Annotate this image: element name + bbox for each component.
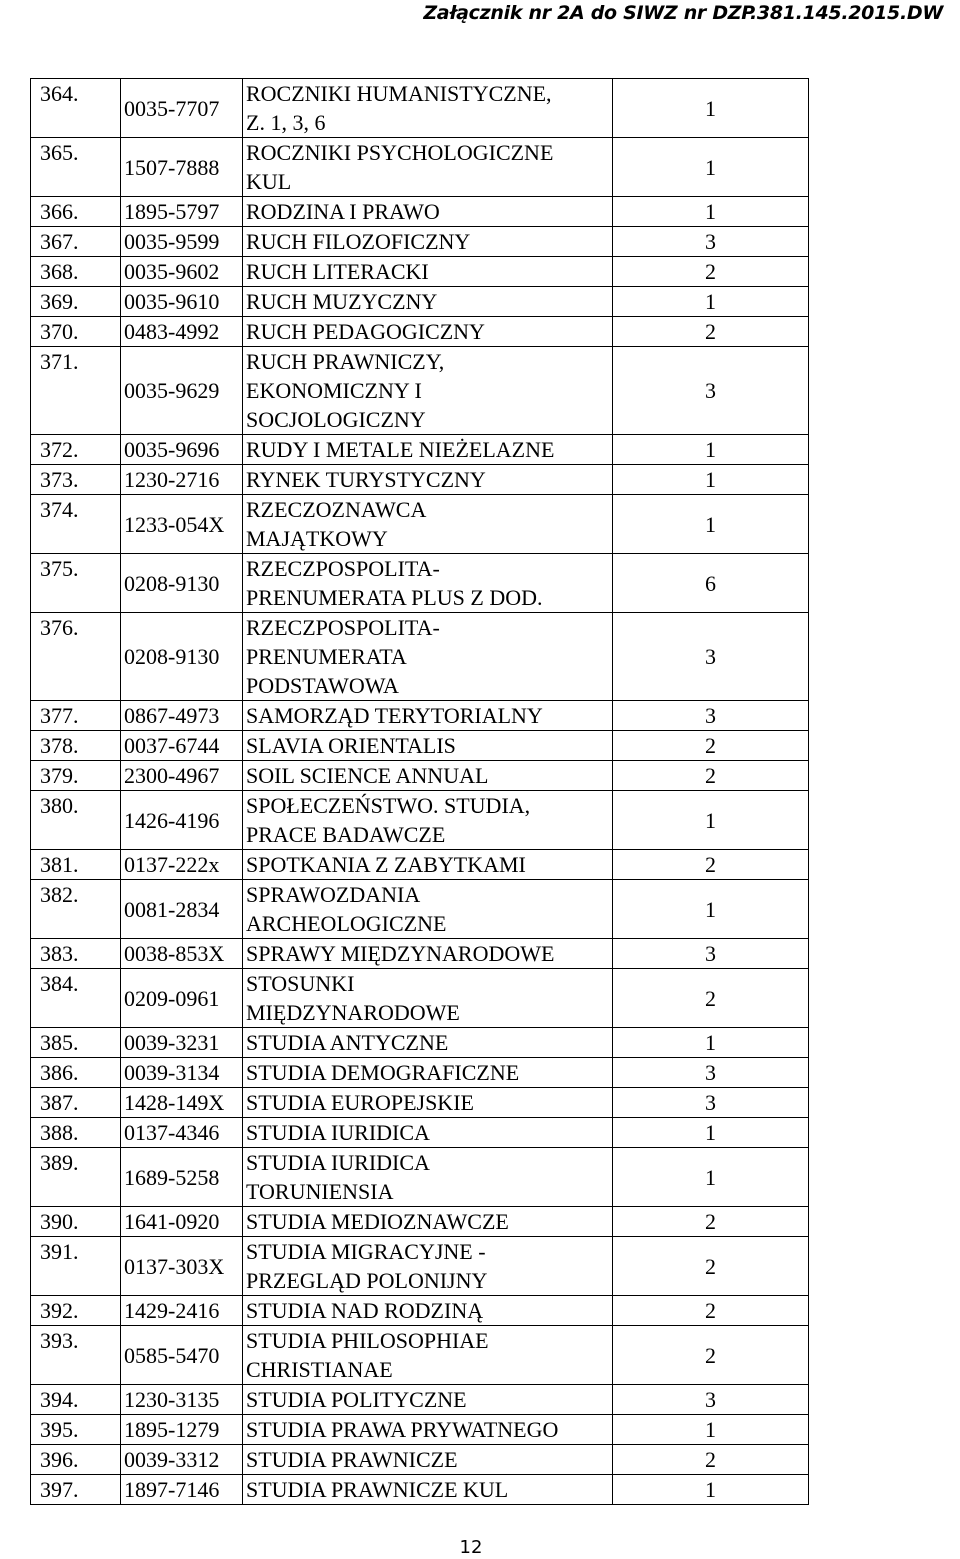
issn-cell: 1897-7146 <box>121 1475 243 1505</box>
issn-cell: 0035-7707 <box>121 79 243 138</box>
row-number: 373. <box>31 465 121 495</box>
title-line: STUDIA ANTYCZNE <box>246 1030 449 1055</box>
quantity-cell: 1 <box>613 1475 809 1505</box>
issn-cell: 0039-3134 <box>121 1058 243 1088</box>
title-line: STUDIA PRAWNICZE <box>246 1447 458 1472</box>
periodicals-table <box>30 78 839 1505</box>
row-number: 369. <box>31 287 121 317</box>
table-row <box>31 287 839 317</box>
title-cell <box>243 613 613 701</box>
title-cell <box>243 761 613 791</box>
title-line: SAMORZĄD TERYTORIALNY <box>246 703 543 728</box>
issn-cell: 0035-9629 <box>121 347 243 435</box>
title-cell <box>243 880 613 939</box>
quantity-cell: 2 <box>613 969 809 1028</box>
table-row <box>31 227 839 257</box>
empty-cell <box>809 287 839 317</box>
issn-cell: 1895-5797 <box>121 197 243 227</box>
empty-cell <box>809 317 839 347</box>
title-line: SPRAWY MIĘDZYNARODOWE <box>246 941 555 966</box>
empty-cell <box>809 791 839 850</box>
table-row <box>31 347 839 435</box>
issn-cell: 1429-2416 <box>121 1296 243 1326</box>
quantity-cell: 2 <box>613 317 809 347</box>
quantity-cell: 6 <box>613 554 809 613</box>
title-cell <box>243 465 613 495</box>
table-row <box>31 880 839 939</box>
empty-cell <box>809 1148 839 1207</box>
title-line: MAJĄTKOWY <box>246 526 388 551</box>
quantity-cell: 3 <box>613 347 809 435</box>
empty-cell <box>809 731 839 761</box>
title-cell <box>243 317 613 347</box>
empty-cell <box>809 435 839 465</box>
quantity-cell: 2 <box>613 1445 809 1475</box>
title-cell <box>243 1148 613 1207</box>
quantity-cell: 3 <box>613 939 809 969</box>
row-number: 391. <box>31 1237 121 1296</box>
empty-cell <box>809 1118 839 1148</box>
issn-cell: 0208-9130 <box>121 613 243 701</box>
table-row <box>31 465 839 495</box>
title-line: RUDY I METALE NIEŻELAZNE <box>246 437 555 462</box>
quantity-cell: 1 <box>613 287 809 317</box>
issn-cell: 1895-1279 <box>121 1415 243 1445</box>
table-row <box>31 1296 839 1326</box>
title-line: TORUNIENSIA <box>246 1179 394 1204</box>
title-cell <box>243 1415 613 1445</box>
quantity-cell: 1 <box>613 880 809 939</box>
issn-cell: 0039-3231 <box>121 1028 243 1058</box>
issn-cell: 0208-9130 <box>121 554 243 613</box>
quantity-cell: 1 <box>613 1118 809 1148</box>
issn-cell: 1507-7888 <box>121 138 243 197</box>
row-number: 384. <box>31 969 121 1028</box>
title-line: Z. 1, 3, 6 <box>246 110 326 135</box>
title-cell <box>243 1326 613 1385</box>
row-number: 374. <box>31 495 121 554</box>
row-number: 397. <box>31 1475 121 1505</box>
row-number: 380. <box>31 791 121 850</box>
row-number: 386. <box>31 1058 121 1088</box>
title-line: RODZINA I PRAWO <box>246 199 440 224</box>
title-line: RUCH LITERACKI <box>246 259 429 284</box>
title-line: PRZEGLĄD POLONIJNY <box>246 1268 488 1293</box>
page-number: 12 <box>459 1537 483 1558</box>
row-number: 364. <box>31 79 121 138</box>
row-number: 367. <box>31 227 121 257</box>
empty-cell <box>809 613 839 701</box>
title-line: SPRAWOZDANIA <box>246 882 421 907</box>
empty-cell <box>809 1445 839 1475</box>
quantity-cell: 1 <box>613 495 809 554</box>
quantity-cell: 1 <box>613 1415 809 1445</box>
table-row <box>31 197 839 227</box>
title-cell <box>243 197 613 227</box>
quantity-cell: 3 <box>613 1058 809 1088</box>
row-number: 382. <box>31 880 121 939</box>
issn-cell: 1230-3135 <box>121 1385 243 1415</box>
quantity-cell: 1 <box>613 138 809 197</box>
empty-cell <box>809 969 839 1028</box>
title-line: STUDIA DEMOGRAFICZNE <box>246 1060 520 1085</box>
table-row <box>31 701 839 731</box>
title-line: RZECZOZNAWCA <box>246 497 427 522</box>
title-cell <box>243 1028 613 1058</box>
title-line: STUDIA IURIDICA <box>246 1150 430 1175</box>
title-line: MIĘDZYNARODOWE <box>246 1000 460 1025</box>
empty-cell <box>809 850 839 880</box>
empty-cell <box>809 197 839 227</box>
table-row <box>31 1118 839 1148</box>
issn-cell: 0081-2834 <box>121 880 243 939</box>
row-number: 371. <box>31 347 121 435</box>
empty-cell <box>809 1028 839 1058</box>
periodicals-table-body <box>31 79 839 1505</box>
title-line: STOSUNKI <box>246 971 355 996</box>
title-line: SPOTKANIA Z ZABYTKAMI <box>246 852 526 877</box>
title-cell <box>243 1058 613 1088</box>
row-number: 389. <box>31 1148 121 1207</box>
table-row <box>31 791 839 850</box>
title-cell <box>243 939 613 969</box>
empty-cell <box>809 761 839 791</box>
quantity-cell: 3 <box>613 1385 809 1415</box>
row-number: 388. <box>31 1118 121 1148</box>
row-number: 365. <box>31 138 121 197</box>
title-line: STUDIA POLITYCZNE <box>246 1387 467 1412</box>
empty-cell <box>809 1385 839 1415</box>
table-row <box>31 257 839 287</box>
issn-cell: 0137-222x <box>121 850 243 880</box>
title-cell <box>243 495 613 554</box>
title-cell <box>243 1385 613 1415</box>
quantity-cell: 3 <box>613 701 809 731</box>
row-number: 394. <box>31 1385 121 1415</box>
quantity-cell: 1 <box>613 197 809 227</box>
table-row <box>31 761 839 791</box>
title-cell <box>243 701 613 731</box>
empty-cell <box>809 257 839 287</box>
document-header: Załącznik nr 2A do SIWZ nr DZP.381.145.2015.DW <box>423 2 943 24</box>
issn-cell: 2300-4967 <box>121 761 243 791</box>
title-cell <box>243 79 613 138</box>
title-line: PRACE BADAWCZE <box>246 822 446 847</box>
title-line: STUDIA EUROPEJSKIE <box>246 1090 474 1115</box>
empty-cell <box>809 1326 839 1385</box>
title-line: RUCH FILOZOFICZNY <box>246 229 471 254</box>
title-line: EKONOMICZNY I <box>246 378 422 403</box>
title-cell <box>243 1118 613 1148</box>
title-line: RUCH PEDAGOGICZNY <box>246 319 485 344</box>
title-line: RZECZPOSPOLITA- <box>246 556 440 581</box>
issn-cell: 0037-6744 <box>121 731 243 761</box>
issn-cell: 1230-2716 <box>121 465 243 495</box>
title-line: STUDIA PHILOSOPHIAE <box>246 1328 489 1353</box>
quantity-cell: 3 <box>613 613 809 701</box>
empty-cell <box>809 939 839 969</box>
empty-cell <box>809 79 839 138</box>
issn-cell: 0209-0961 <box>121 969 243 1028</box>
row-number: 370. <box>31 317 121 347</box>
issn-cell: 1689-5258 <box>121 1148 243 1207</box>
quantity-cell: 2 <box>613 761 809 791</box>
title-line: PRENUMERATA <box>246 644 407 669</box>
quantity-cell: 2 <box>613 731 809 761</box>
title-cell <box>243 1445 613 1475</box>
table-row <box>31 79 839 138</box>
row-number: 383. <box>31 939 121 969</box>
issn-cell: 1426-4196 <box>121 791 243 850</box>
empty-cell <box>809 227 839 257</box>
title-line: ARCHEOLOGICZNE <box>246 911 447 936</box>
quantity-cell: 2 <box>613 257 809 287</box>
table-row <box>31 138 839 197</box>
issn-cell: 0038-853X <box>121 939 243 969</box>
issn-cell: 0137-4346 <box>121 1118 243 1148</box>
quantity-cell: 2 <box>613 1207 809 1237</box>
quantity-cell: 1 <box>613 791 809 850</box>
row-number: 375. <box>31 554 121 613</box>
table-row <box>31 1237 839 1296</box>
title-line: PRENUMERATA PLUS Z DOD. <box>246 585 543 610</box>
row-number: 368. <box>31 257 121 287</box>
table-row <box>31 1207 839 1237</box>
empty-cell <box>809 1296 839 1326</box>
table-row <box>31 850 839 880</box>
table-row <box>31 969 839 1028</box>
quantity-cell: 1 <box>613 1148 809 1207</box>
issn-cell: 0035-9602 <box>121 257 243 287</box>
table-row <box>31 435 839 465</box>
table-row <box>31 317 839 347</box>
title-cell <box>243 731 613 761</box>
title-line: STUDIA MIGRACYJNE - <box>246 1239 486 1264</box>
title-cell <box>243 554 613 613</box>
title-line: STUDIA NAD RODZINĄ <box>246 1298 484 1323</box>
title-cell <box>243 435 613 465</box>
title-line: SLAVIA ORIENTALIS <box>246 733 456 758</box>
title-cell <box>243 257 613 287</box>
title-cell <box>243 969 613 1028</box>
title-line: STUDIA MEDIOZNAWCZE <box>246 1209 509 1234</box>
quantity-cell: 2 <box>613 850 809 880</box>
title-line: ROCZNIKI PSYCHOLOGICZNE <box>246 140 554 165</box>
row-number: 372. <box>31 435 121 465</box>
row-number: 387. <box>31 1088 121 1118</box>
issn-cell: 0035-9696 <box>121 435 243 465</box>
issn-cell: 1233-054X <box>121 495 243 554</box>
quantity-cell: 2 <box>613 1237 809 1296</box>
issn-cell: 0035-9610 <box>121 287 243 317</box>
title-cell <box>243 1207 613 1237</box>
empty-cell <box>809 465 839 495</box>
title-line: STUDIA PRAWNICZE KUL <box>246 1477 509 1502</box>
title-cell <box>243 138 613 197</box>
table-row <box>31 1475 839 1505</box>
empty-cell <box>809 701 839 731</box>
quantity-cell: 3 <box>613 227 809 257</box>
issn-cell: 0483-4992 <box>121 317 243 347</box>
title-line: SOCJOLOGICZNY <box>246 407 426 432</box>
title-cell <box>243 347 613 435</box>
title-line: RYNEK TURYSTYCZNY <box>246 467 486 492</box>
title-cell <box>243 1088 613 1118</box>
empty-cell <box>809 1058 839 1088</box>
row-number: 376. <box>31 613 121 701</box>
table-row <box>31 1058 839 1088</box>
issn-cell: 0867-4973 <box>121 701 243 731</box>
table-row <box>31 1385 839 1415</box>
title-line: STUDIA PRAWA PRYWATNEGO <box>246 1417 559 1442</box>
empty-cell <box>809 1237 839 1296</box>
table-row <box>31 495 839 554</box>
empty-cell <box>809 1475 839 1505</box>
table-row <box>31 1148 839 1207</box>
empty-cell <box>809 138 839 197</box>
issn-cell: 1428-149X <box>121 1088 243 1118</box>
title-line: PODSTAWOWA <box>246 673 399 698</box>
title-line: ROCZNIKI HUMANISTYCZNE, <box>246 81 552 106</box>
title-line: SPOŁECZEŃSTWO. STUDIA, <box>246 793 531 818</box>
table-row <box>31 613 839 701</box>
title-line: SOIL SCIENCE ANNUAL <box>246 763 489 788</box>
empty-cell <box>809 1415 839 1445</box>
quantity-cell: 2 <box>613 1296 809 1326</box>
title-line: RUCH MUZYCZNY <box>246 289 438 314</box>
empty-cell <box>809 1088 839 1118</box>
quantity-cell: 3 <box>613 1088 809 1118</box>
title-cell <box>243 1475 613 1505</box>
row-number: 392. <box>31 1296 121 1326</box>
empty-cell <box>809 554 839 613</box>
row-number: 390. <box>31 1207 121 1237</box>
title-line: RZECZPOSPOLITA- <box>246 615 440 640</box>
quantity-cell: 1 <box>613 1028 809 1058</box>
table-row <box>31 1326 839 1385</box>
title-cell <box>243 1296 613 1326</box>
table-row <box>31 1445 839 1475</box>
row-number: 379. <box>31 761 121 791</box>
empty-cell <box>809 347 839 435</box>
title-line: KUL <box>246 169 292 194</box>
issn-cell: 1641-0920 <box>121 1207 243 1237</box>
row-number: 396. <box>31 1445 121 1475</box>
quantity-cell: 1 <box>613 465 809 495</box>
title-cell <box>243 791 613 850</box>
title-cell <box>243 850 613 880</box>
title-line: CHRISTIANAE <box>246 1357 393 1382</box>
row-number: 381. <box>31 850 121 880</box>
title-line: STUDIA IURIDICA <box>246 1120 430 1145</box>
empty-cell <box>809 495 839 554</box>
title-cell <box>243 1237 613 1296</box>
issn-cell: 0137-303X <box>121 1237 243 1296</box>
quantity-cell: 2 <box>613 1326 809 1385</box>
table-row <box>31 1088 839 1118</box>
table-row <box>31 554 839 613</box>
row-number: 385. <box>31 1028 121 1058</box>
row-number: 378. <box>31 731 121 761</box>
table-row <box>31 1415 839 1445</box>
row-number: 393. <box>31 1326 121 1385</box>
empty-cell <box>809 880 839 939</box>
quantity-cell: 1 <box>613 79 809 138</box>
table-row <box>31 939 839 969</box>
table-row <box>31 1028 839 1058</box>
issn-cell: 0039-3312 <box>121 1445 243 1475</box>
row-number: 366. <box>31 197 121 227</box>
empty-cell <box>809 1207 839 1237</box>
row-number: 377. <box>31 701 121 731</box>
title-cell <box>243 227 613 257</box>
row-number: 395. <box>31 1415 121 1445</box>
quantity-cell: 1 <box>613 435 809 465</box>
title-cell <box>243 287 613 317</box>
table-row <box>31 731 839 761</box>
issn-cell: 0585-5470 <box>121 1326 243 1385</box>
title-line: RUCH PRAWNICZY, <box>246 349 445 374</box>
issn-cell: 0035-9599 <box>121 227 243 257</box>
